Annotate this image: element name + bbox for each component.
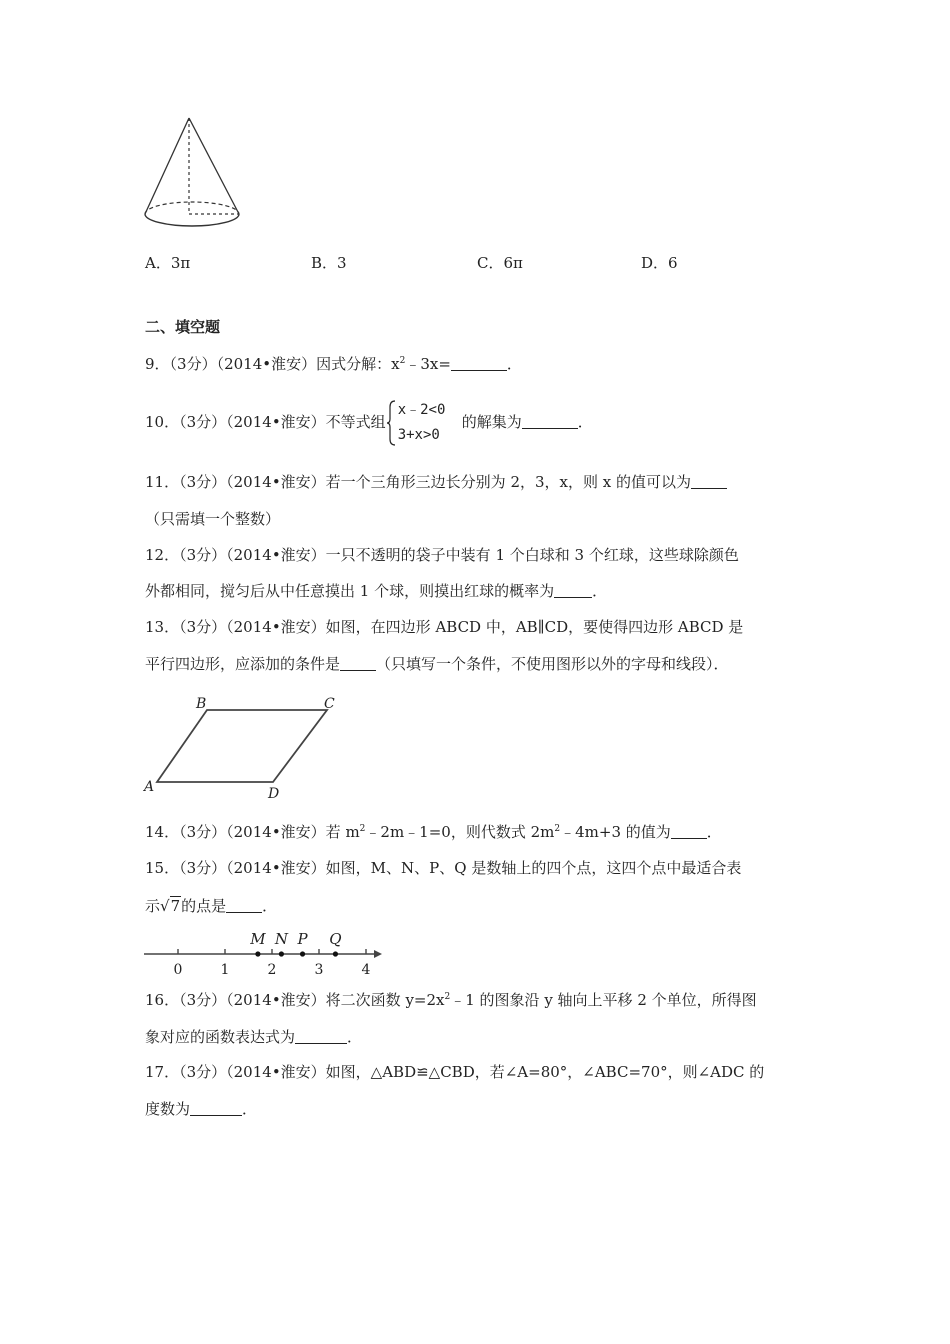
q15-text: 如图，M、N、P、Q 是数轴上的四个点，这四个点中最适合表 xyxy=(325,859,742,877)
number-line-tick-label: 1 xyxy=(220,962,230,978)
q10-score: （3分） xyxy=(179,413,227,431)
q14-text-c: ﹣4m+3 的值为 xyxy=(560,823,671,841)
q15-blank xyxy=(226,898,262,913)
q14-end: ． xyxy=(706,823,722,841)
q11-score: （3分） xyxy=(179,473,227,491)
question-17-continued xyxy=(145,1099,257,1119)
sqrt-radicand: 7 xyxy=(170,897,181,915)
radical-icon: √ xyxy=(160,897,170,915)
q17-number: 17． xyxy=(145,1063,180,1081)
vertex-b-label: B xyxy=(196,696,207,712)
q16-blank xyxy=(295,1029,347,1044)
number-line-tick-label: 0 xyxy=(173,962,183,978)
q12-end: ． xyxy=(592,582,608,600)
vertex-d-label: D xyxy=(268,786,280,802)
q13-source: （2014•淮安） xyxy=(226,618,326,636)
number-line-tick-label: 4 xyxy=(361,962,371,978)
option-a: A．3π xyxy=(145,254,191,272)
question-16 xyxy=(145,990,757,1010)
q13-number: 13． xyxy=(145,618,180,636)
option-b: B．3 xyxy=(311,254,347,272)
q14-exponent-2: 2 xyxy=(554,824,561,834)
q10-source: （2014•淮安） xyxy=(226,413,326,431)
q9-text-b: ﹣3x= xyxy=(405,355,451,373)
q16-end: ． xyxy=(347,1028,363,1046)
question-11 xyxy=(145,472,727,492)
option-d: D．6 xyxy=(641,254,678,272)
q17-cont-text: 度数为 xyxy=(145,1100,191,1118)
q11-text: 若一个三角形三边长分别为 2，3，x，则 x 的值可以为 xyxy=(325,473,691,491)
vertex-a-label: A xyxy=(144,779,155,795)
q14-source: （2014•淮安） xyxy=(226,823,326,841)
q10-blank xyxy=(522,414,578,429)
vertex-c-label: C xyxy=(324,696,335,712)
option-c: C．6π xyxy=(477,254,523,272)
q17-source: （2014•淮安） xyxy=(226,1063,326,1081)
q13-cont-a: 平行四边形，应添加的条件是 xyxy=(145,655,341,673)
q12-number: 12． xyxy=(145,546,180,564)
q9-score: （3分） xyxy=(169,355,217,373)
parallelogram-figure xyxy=(138,690,348,802)
q10-end: ． xyxy=(577,413,593,431)
brace-icon xyxy=(386,399,396,447)
question-13 xyxy=(145,617,743,637)
section-heading: 二、填空题 xyxy=(145,318,221,336)
question-9 xyxy=(145,354,522,374)
question-11-continued: （只需填一个整数） xyxy=(145,510,281,528)
q17-text: 如图，△ABD≌△CBD，若∠A=80°，∠ABC=70°，则∠ADC 的 xyxy=(325,1063,765,1081)
number-line-point xyxy=(333,951,338,956)
q16-cont-text: 象对应的函数表达式为 xyxy=(145,1028,296,1046)
number-line-point xyxy=(279,951,284,956)
q17-blank xyxy=(190,1101,242,1116)
q16-exponent: 2 xyxy=(444,992,451,1002)
q9-source: （2014•淮安） xyxy=(216,355,317,373)
q11-source: （2014•淮安） xyxy=(226,473,326,491)
number-line-tick-label: 3 xyxy=(314,962,324,978)
question-12 xyxy=(145,545,739,565)
inequality-1: x﹣2<0 xyxy=(397,402,446,418)
number-line xyxy=(140,924,390,980)
number-line-point-label: Q xyxy=(329,930,342,948)
q16-text-b: ﹣1 的图象沿 y 轴向上平移 2 个单位，所得图 xyxy=(450,991,757,1009)
q15-cont-a: 示 xyxy=(145,897,161,915)
question-16-continued xyxy=(145,1027,362,1047)
cone-figure xyxy=(140,112,246,242)
q16-source: （2014•淮安） xyxy=(226,991,326,1009)
q13-text: 如图，在四边形 ABCD 中，AB∥CD，要使得四边形 ABCD 是 xyxy=(325,618,744,636)
inequality-system xyxy=(386,399,462,447)
q15-source: （2014•淮安） xyxy=(226,859,326,877)
q11-number: 11． xyxy=(145,473,180,491)
number-line-point-label: N xyxy=(274,930,288,948)
q15-cont-b: 的点是 xyxy=(181,897,227,915)
q17-score: （3分） xyxy=(179,1063,227,1081)
inequality-2: 3+x>0 xyxy=(397,427,440,443)
q16-number: 16． xyxy=(145,991,180,1009)
number-line-point-label: M xyxy=(250,930,266,948)
question-13-continued xyxy=(145,654,729,674)
q12-text: 一只不透明的袋子中装有 1 个白球和 3 个红球，这些球除颜色 xyxy=(325,546,739,564)
q13-score: （3分） xyxy=(179,618,227,636)
q13-cont-b: （只填写一个条件，不使用图形以外的字母和线段）． xyxy=(376,655,729,673)
q12-cont-text: 外都相同，搅匀后从中任意摸出 1 个球，则摸出红球的概率为 xyxy=(145,582,555,600)
q14-text-b: ﹣2m﹣1=0，则代数式 2m xyxy=(365,823,555,841)
q12-source: （2014•淮安） xyxy=(226,546,326,564)
q16-text-a: 将二次函数 y=2x xyxy=(325,991,445,1009)
number-line-point xyxy=(300,951,305,956)
q9-blank xyxy=(451,356,507,371)
q15-end: ． xyxy=(262,897,278,915)
q14-number: 14． xyxy=(145,823,180,841)
question-14 xyxy=(145,822,722,842)
question-10 xyxy=(145,398,593,447)
q15-number: 15． xyxy=(145,859,180,877)
q10-number: 10． xyxy=(145,413,180,431)
q12-score: （3分） xyxy=(179,546,227,564)
question-17 xyxy=(145,1062,764,1082)
question-12-continued xyxy=(145,581,607,601)
q16-score: （3分） xyxy=(179,991,227,1009)
question-15 xyxy=(145,858,741,878)
q14-score: （3分） xyxy=(179,823,227,841)
q15-score: （3分） xyxy=(179,859,227,877)
q11-blank xyxy=(691,474,727,489)
number-line-point-label: P xyxy=(297,930,308,948)
q12-blank xyxy=(554,583,592,598)
q14-exponent-1: 2 xyxy=(359,824,366,834)
q9-text-a: 因式分解：x xyxy=(316,355,400,373)
number-line-point xyxy=(255,951,260,956)
number-line-tick-label: 2 xyxy=(267,962,277,978)
q10-text-b: 的解集为 xyxy=(461,413,522,431)
q14-blank xyxy=(671,824,707,839)
q10-text-a: 不等式组 xyxy=(325,413,386,431)
question-15-continued xyxy=(145,896,277,916)
q9-end: ． xyxy=(506,355,522,373)
q14-text-a: 若 m xyxy=(325,823,360,841)
q13-blank xyxy=(340,656,376,671)
q9-exponent: 2 xyxy=(399,356,406,366)
q9-number: 9． xyxy=(145,355,170,373)
q17-end: ． xyxy=(242,1100,258,1118)
sqrt-expression xyxy=(160,896,181,916)
